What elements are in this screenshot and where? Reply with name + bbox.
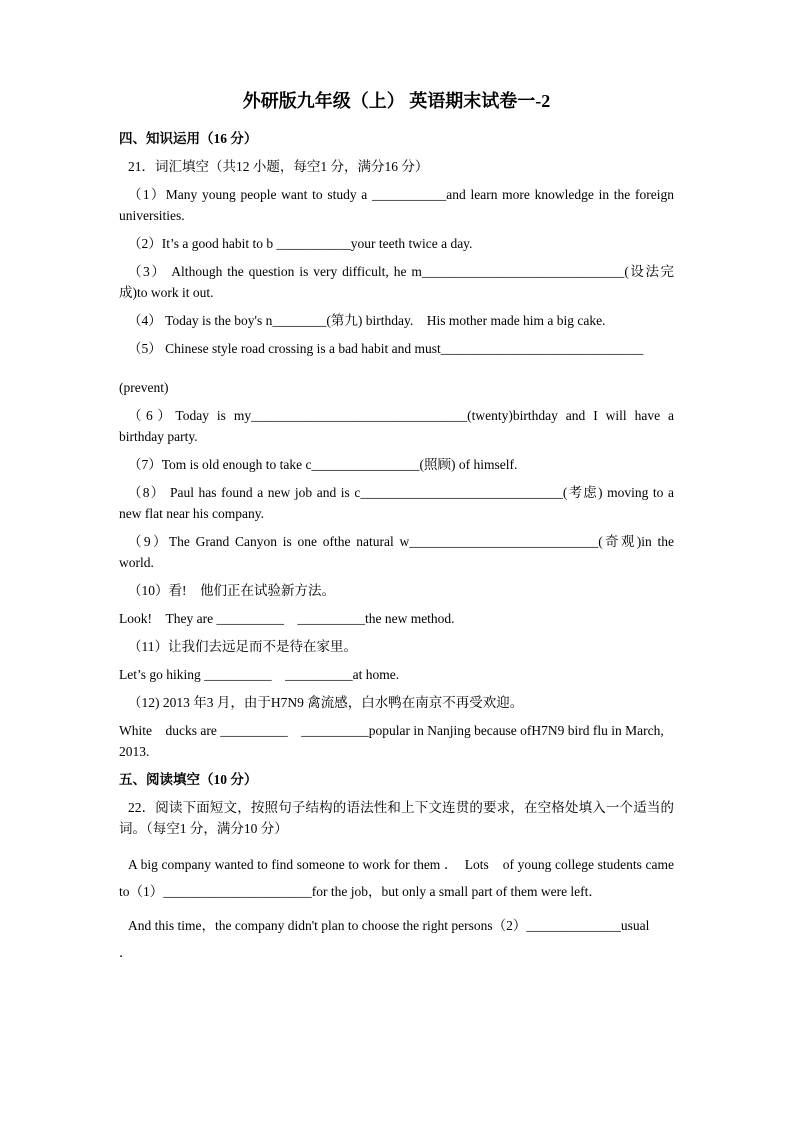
q21-item-1: （1）Many young people want to study a ___________and learn more knowledge in the foreign universities. — [119, 187, 674, 223]
q22-passage-end-period: ． — [119, 945, 133, 960]
q21-item-11-cn: （11）让我们去远足而不是待在家里。 — [128, 639, 357, 654]
q21-item-2: （2）It’s a good habit to b ___________your teeth twice a day. — [128, 236, 473, 251]
q21-item-5-prevent: (prevent) — [119, 380, 169, 395]
q21-item-7: （7）Tom is old enough to take c________________(照顾) of himself. — [128, 457, 518, 472]
page-content — [119, 88, 674, 973]
q21-item-10-en: Look! They are __________ __________the new method. — [119, 611, 455, 626]
q21-item-11-en: Let’s go hiking __________ __________at home. — [119, 667, 400, 682]
exam-title: 外研版九年级（上） 英语期末试卷一-2 — [242, 91, 551, 111]
q21-item-9: （9）The Grand Canyon is one ofthe natural w____________________________(奇观)in the world. — [119, 534, 674, 570]
q21-item-12-cn: （12) 2013 年3 月，由于H7N9 禽流感，白水鸭在南京不再受欢迎。 — [128, 695, 524, 710]
question-21-intro: 21．词汇填空（共12 小题，每空1 分，满分16 分） — [128, 159, 429, 174]
q21-item-5: （5） Chinese style road crossing is a bad habit and must______________________________ — [128, 341, 644, 356]
q22-passage-part-2: And this time，the company didn't plan to choose the right persons（2）______________usual — [128, 918, 650, 933]
q21-item-6: （6）Today is my________________________________(twenty)birthday and I will have a birthday party. — [119, 408, 674, 444]
section-5-heading: 五、阅读填空（10 分） — [119, 772, 258, 787]
question-22-intro: 22．阅读下面短文，按照句子结构的语法性和上下文连贯的要求，在空格处填入一个适当的词。（每空1 分，满分10 分） — [119, 800, 674, 836]
q21-item-3: （3） Although the question is very difficult, he m______________________________(设法完成)to work it out. — [119, 264, 674, 300]
q22-passage-part-1: A big company wanted to find someone to work for them ． Lots of young college students came to（1）______________________for the job，but only a small part of them were left． — [119, 857, 674, 899]
q21-item-10-cn: （10）看! 他们正在试验新方法。 — [128, 583, 335, 598]
q21-item-12-en: White ducks are __________ __________popular in Nanjing because ofH7N9 bird flu in March, 2013. — [119, 723, 664, 759]
q21-item-4: （4） Today is the boy's n________(第九) birthday. His mother made him a big cake. — [128, 313, 606, 328]
q21-item-8: （8） Paul has found a new job and is c______________________________(考虑) moving to a new flat near his company. — [119, 485, 674, 521]
section-4-heading: 四、知识运用（16 分） — [119, 131, 258, 146]
